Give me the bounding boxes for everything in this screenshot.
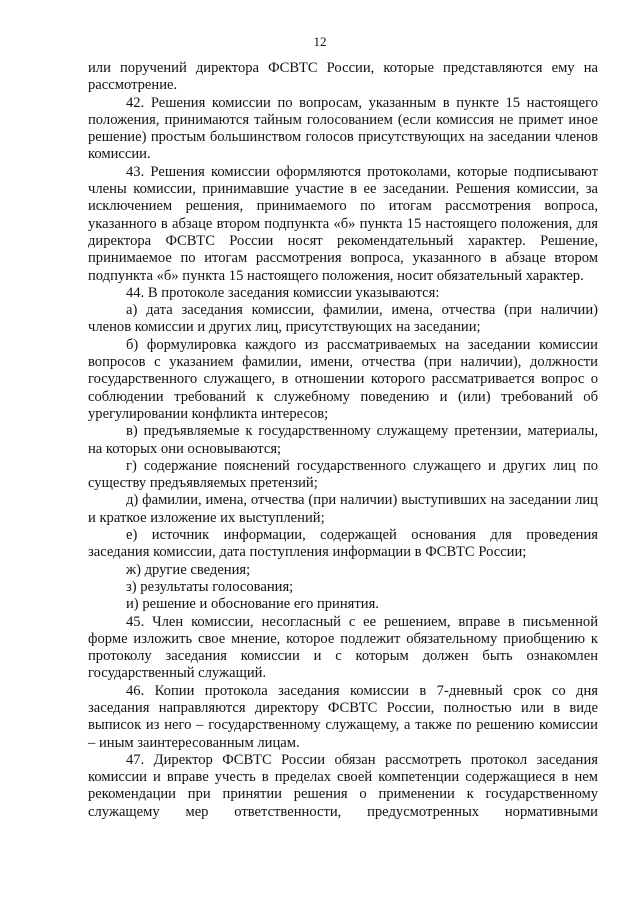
paragraph-43: 43. Решения комиссии оформляются протоколами, которые подписывают члены комиссии, принимавшие участие в ее заседании. Решения комиссии, за исключением решения, принимаемого по итогам рассмотрения вопроса, указанного в абзаце втором подпункта «б» пункта 15 настоящего положения, для директора ФСВТС России носят рекомендательный характер. Решение, принимаемое по итогам рассмотрения вопроса, указанного в абзаце втором подпункта «б» пункта 15 настоящего положения, носит обязательный характер. bbox=[88, 163, 598, 284]
item-b: б) формулировка каждого из рассматриваемых на заседании комиссии вопросов с указанием фамилии, имени, отчества (при наличии), должности государственного служащего, в отношении которого рассматривается вопрос о соблюдении требований к служебному поведению и (или) требований об урегулировании конфликта интересов; bbox=[88, 336, 598, 422]
item-v: в) предъявляемые к государственному служащему претензии, материалы, на которых они основываются; bbox=[88, 423, 598, 457]
item-d: д) фамилии, имена, отчества (при наличии) выступивших на заседании лиц и краткое изложение их выступлений; bbox=[88, 492, 598, 526]
paragraph-42: 42. Решения комиссии по вопросам, указанным в пункте 15 настоящего положения, принимаются тайным голосованием (если комиссия не примет иное решение) простым большинством голосов присутствующих на заседании членов комиссии. bbox=[88, 94, 598, 163]
document-body bbox=[88, 60, 598, 821]
paragraph-47: 47. Директор ФСВТС России обязан рассмотреть протокол заседания комиссии и вправе учесть в пределах своей компетенции содержащиеся в нем рекомендации при принятии решения о применении к государственному служащему мер ответственности, предусмотренных нормативными bbox=[88, 751, 598, 820]
paragraph-continuation: или поручений директора ФСВТС России, которые представляются ему на рассмотрение. bbox=[88, 60, 598, 94]
item-i: и) решение и обоснование его принятия. bbox=[126, 596, 379, 613]
paragraph-44: 44. В протоколе заседания комиссии указываются: bbox=[126, 284, 440, 301]
paragraph-46: 46. Копии протокола заседания комиссии в 7-дневный срок со дня заседания направляются директору ФСВТС России, полностью или в виде выписок из него – государственному служащему, а также по решению комиссии – иным заинтересованным лицам. bbox=[88, 682, 598, 751]
page-number: 12 bbox=[313, 34, 327, 49]
item-g: г) содержание пояснений государственного служащего и других лиц по существу предъявляемых претензий; bbox=[88, 457, 598, 492]
paragraph-45: 45. Член комиссии, несогласный с ее решением, вправе в письменной форме изложить свое мнение, которое подлежит обязательному приобщению к протоколу заседания комиссии и с которым должен быть ознакомлен государственный служащий. bbox=[88, 613, 598, 682]
item-zh: ж) другие сведения; bbox=[126, 561, 251, 578]
item-e: е) источник информации, содержащей основания для проведения заседания комиссии, дата поступления информации в ФСВТС России; bbox=[88, 527, 598, 561]
item-a: а) дата заседания комиссии, фамилии, имена, отчества (при наличии) членов комиссии и других лиц, присутствующих на заседании; bbox=[88, 302, 598, 336]
item-z: з) результаты голосования; bbox=[126, 578, 294, 595]
